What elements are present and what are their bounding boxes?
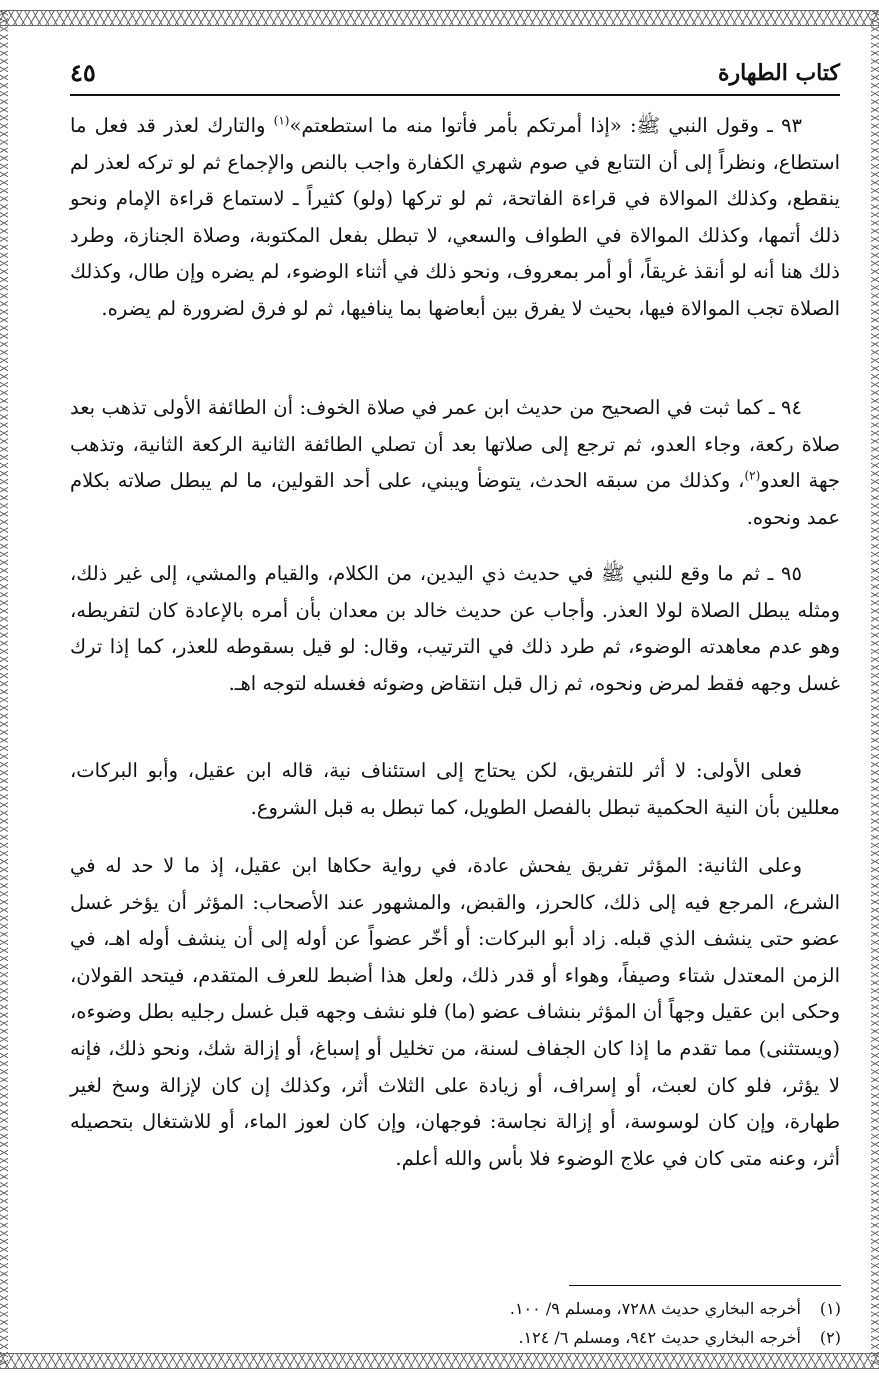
decorative-border-bottom: [0, 1353, 879, 1369]
footnote-number: (١): [819, 1299, 841, 1318]
paragraph-93-text-start: ٩٣ ـ وقول النبي ﷺ: «إذا أمرتكم بأمر فأتوا منه ما استطعتم»: [289, 114, 803, 137]
footnote-item: [241, 1294, 841, 1323]
paragraph-first-view: فعلى الأولى: لا أثر للتفريق، لكن يحتاج إلى استئناف نية، قاله ابن عقيل، وأبو البركات، معللين بأن النية الحكمية تبطل بالفصل الطويل، كما تبطل به قبل الشروع.: [70, 759, 840, 819]
paragraph-94-text-end: ، وكذلك من سبقه الحدث، يتوضأ ويبني، على أحد القولين، ما لم يبطل صلاته بكلام عمد ونحوه.: [70, 469, 840, 529]
paragraph-94: [70, 390, 840, 536]
page-header: [70, 54, 840, 96]
footnote-text: أخرجه البخاري حديث ٧٢٨٨، ومسلم ٩/ ١٠٠.: [509, 1299, 801, 1318]
footnote-divider: [569, 1285, 841, 1286]
page-body: [70, 108, 840, 1324]
decorative-border-left: [0, 10, 8, 1369]
footnotes: [241, 1294, 841, 1352]
footnote-item: [241, 1323, 841, 1352]
footnote-ref-1[interactable]: (١): [273, 113, 290, 128]
paragraph-94-text-start: ٩٤ ـ كما ثبت في الصحيح من حديث ابن عمر في صلاة الخوف: أن الطائفة الأولى تذهب بعد صلاة ركعة، وجاء العدو، ثم ترجع إلى صلاتها بعد أن تصلي الطائفة الثانية الركعة الثانية، وتذهب جهة العدو: [70, 396, 840, 493]
footnote-number: (٢): [819, 1328, 841, 1347]
footnote-text: أخرجه البخاري حديث ٩٤٢، ومسلم ٦/ ١٢٤.: [518, 1328, 801, 1347]
book-section-title: كتاب الطهارة: [717, 60, 840, 86]
decorative-border-right: [871, 10, 879, 1369]
decorative-border-top: [0, 10, 879, 26]
page-number: ٤٥: [70, 58, 96, 87]
paragraph-second-view: وعلى الثانية: المؤثر تفريق يفحش عادة، في رواية حكاها ابن عقيل، إذ ما لا حد له في الشرع، المرجع فيه إلى ذلك، كالحرز، والقبض، والمشهور عند الأصحاب: المؤثر أن يؤخر غسل عضو حتى ينشف الذي قبله. زاد أبو البركات: أو أخّر عضواً عن أوله إلى أن ينشف أوله اهـ، في الزمن المعتدل شتاء وصيفاً، وهواء أو قدر ذلك، ولعل هذا أضبط للعرف المتقدم، فيتحد القولان، وحكى ابن عقيل وجهاً أن المؤثر بنشاف عضو (ما) فلو نشف وجهه قبل غسل رجليه بطل وضوءه، (ويستثنى) مما تقدم ما إذا كان الجفاف لسنة، من تخليل أو إسباغ، أو إزالة شك، ونحو ذلك، فإنه لا يؤثر، فلو كان لعبث، أو إسراف، أو زيادة على الثلاث أثر، وكذلك إن كان لإزالة وسخ لغير طهارة، وإن كان لوسوسة، أو إزالة نجاسة: فوجهان، وإن كان لعوز الماء، أو للاشتغال بتحصيله أثر، وعنه متى كان في علاج الوضوء فلا بأس والله أعلم.: [70, 854, 840, 1170]
paragraph-93-text-end: والتارك لعذر قد فعل ما استطاع، ونظراً إلى أن التتابع في صوم شهري الكفارة واجب بالنص والإجماع ثم لو تركه لعذر لم ينقطع، وكذلك الموالاة في قراءة الفاتحة، ثم لو تركها (ولو) كثيراً ـ لاستماع قراءة الإمام ونحو ذلك أتمها، وكذلك الموالاة في الطواف والسعي، لا تبطل بفعل المكتوبة، وصلاة الجنازة، وطرد ذلك هنا أنه لو أنقذ غريقاً، أو أمر بمعروف، ونحو ذلك في أثناء الوضوء، لم يضره وإن طال، وكذلك الصلاة تجب الموالاة فيها، بحيث لا يفرق بين أبعاضها بما ينافيها، ثم لو فرق لضرورة لم يضره.: [70, 114, 840, 320]
paragraph-95: ٩٥ ـ ثم ما وقع للنبي ﷺ في حديث ذي اليدين، من الكلام، والقيام والمشي، إلى غير ذلك، ومثله يبطل الصلاة لولا العذر. وأجاب عن حديث خالد بن معدان بأن أمره بالإعادة كان لتفريطه، وهو عدم معاهدته الوضوء، ثم طرد ذلك في الترتيب، وقال: لو قيل بسقوطه للعذر، كما إذا ترك غسل وجهه فقط لمرض ونحوه، ثم زال قبل انتقاض وضوئه فغسله لتوجه اهـ.: [70, 562, 840, 695]
footnote-ref-2[interactable]: (٢): [744, 468, 761, 483]
paragraph-93: [70, 108, 840, 364]
